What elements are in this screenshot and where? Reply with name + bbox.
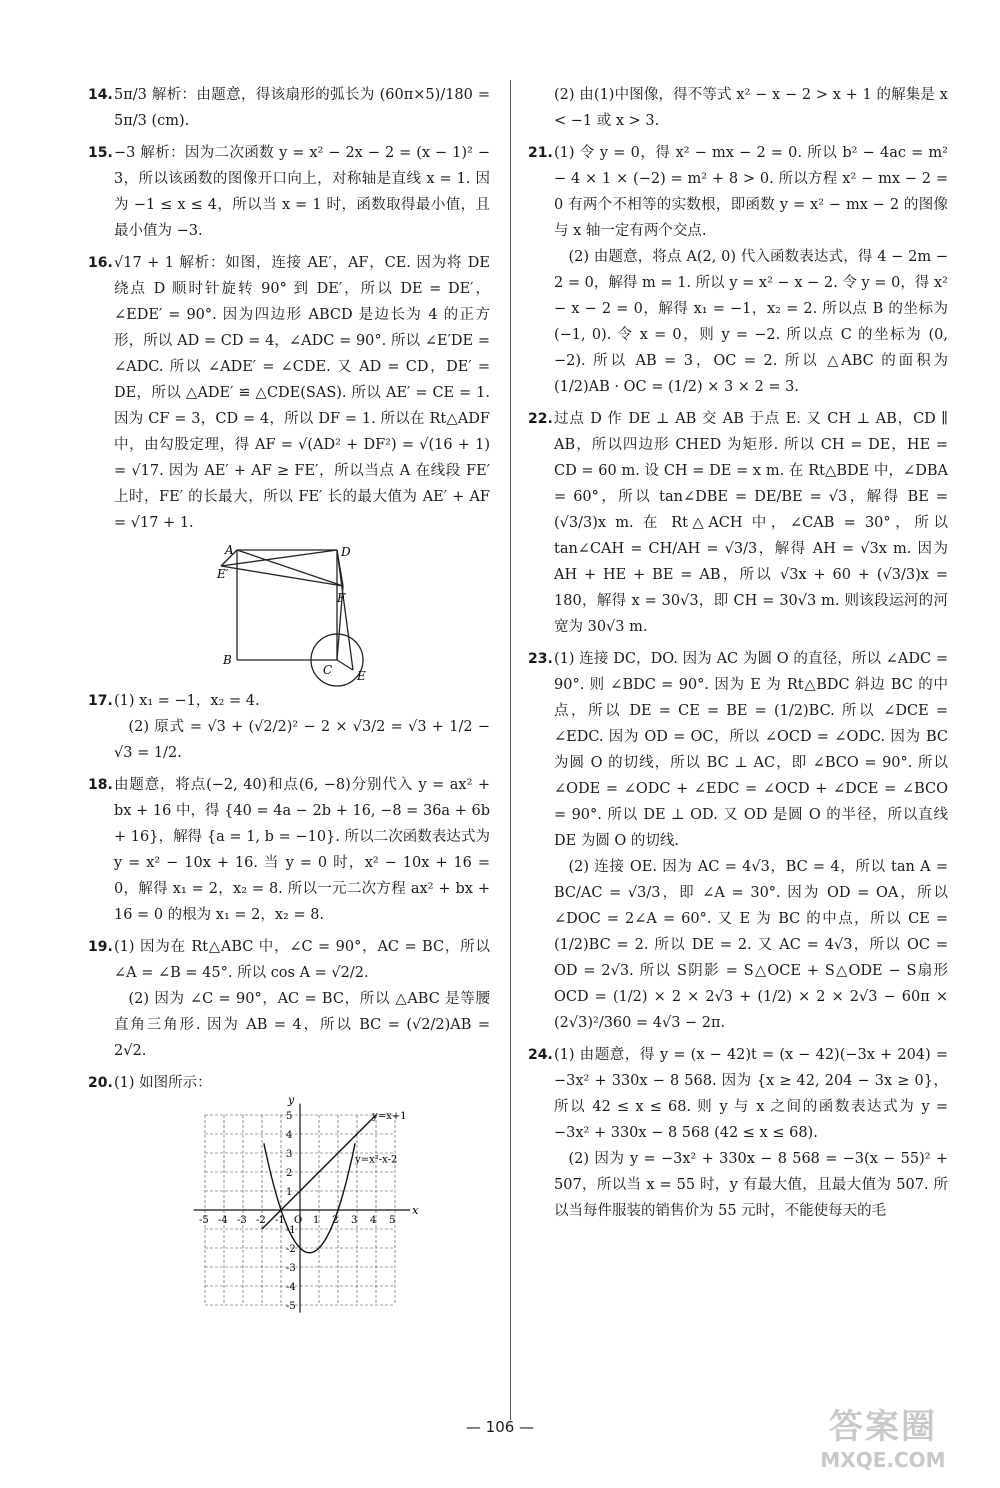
problem-number: 15. xyxy=(88,145,113,161)
x-tick-label: -4 xyxy=(218,1215,228,1226)
line-label: y=x+1 xyxy=(372,1111,407,1122)
segment-e-prime-f xyxy=(221,566,343,586)
x-tick-label: -1 xyxy=(275,1215,285,1226)
label-e: E xyxy=(357,669,366,683)
answer-text: 过点 D 作 DE ⊥ AB 交 AB 于点 E. 又 CH ⊥ AB，CD ∥ AB，所以四边形 CHED 为矩形. 所以 CH = DE，HE = CD = 60 m. 设 CH = DE = x m. 在 Rt△BDE 中，∠DBA = 60°，所以 tan∠DBE = DE/BE = √3，解得 BE = (√3/3)x m. 在 Rt△ACH 中，∠CAB = 30°，所以 tan∠CAH = CH/AH = √3/3，解得 AH = √3x m. 因为 AH + HE + BE = AB，所以 √3x + 60 + (√3/3)x = 180，解得 x = 30√3，即 CH = 30√3 m. 则该段运河的河宽为 30√3 m. xyxy=(554,411,948,635)
square-figure xyxy=(217,542,387,682)
x-tick-label: 2 xyxy=(332,1215,339,1226)
y-tick-label: -2 xyxy=(286,1244,296,1255)
x-tick-label: O xyxy=(294,1215,303,1226)
answer-text: (2) 原式 = √3 + (√2/2)² − 2 × √3/2 = √3 + 1/2 − √3 = 1/2. xyxy=(114,719,490,761)
segment-ce xyxy=(337,660,353,670)
label-f: F xyxy=(337,591,346,605)
y-tick-label: 2 xyxy=(286,1168,293,1179)
problem-item xyxy=(528,140,948,400)
x-axis-label: x xyxy=(412,1204,419,1217)
problem-item xyxy=(88,772,490,928)
y-tick-label: 4 xyxy=(286,1130,293,1141)
x-tick-label: 5 xyxy=(389,1215,396,1226)
answer-text: (1) 因为在 Rt△ABC 中，∠C = 90°，AC = BC，所以 ∠A = ∠B = 45°. 所以 cos A = √2/2. xyxy=(114,939,490,981)
problem-item xyxy=(528,1042,948,1224)
problem-number: 23. xyxy=(528,651,553,667)
problem-item xyxy=(528,406,948,640)
problem-number: 22. xyxy=(528,411,553,427)
x-tick-label: 3 xyxy=(351,1215,358,1226)
watermark xyxy=(788,1399,978,1472)
problem-item xyxy=(88,934,490,1064)
problem-number: 21. xyxy=(528,145,553,161)
function-graph xyxy=(182,1093,422,1322)
answer-text: 5π/3 解析：由题意，得该扇形的弧长为 (60π×5)/180 = 5π/3 (cm). xyxy=(114,87,490,129)
label-a: A xyxy=(225,543,234,557)
problem-number: 18. xyxy=(88,777,113,793)
problem-item xyxy=(88,140,490,244)
problem-item xyxy=(528,82,948,134)
y-tick-label: 1 xyxy=(286,1187,293,1198)
watermark-url: MXQE.COM xyxy=(820,1448,946,1472)
answer-text: (1) 连接 DC，DO. 因为 AC 为圆 O 的直径，所以 ∠ADC = 90°. 则 ∠BDC = 90°. 因为 E 为 Rt△BDC 斜边 BC 的中点，所以 DE = CE = BE = (1/2)BC. 所以 ∠DCE = ∠EDC. 因为 OD = OC，所以 ∠OCD = ∠ODC. 因为 BC 为圆 O 的切线，所以 BC ⊥ AC，即 ∠BCO = 90°. 所以 ∠ODE = ∠ODC + ∠EDC = ∠OCD + ∠DCE = ∠BCO = 90°. 所以 DE ⊥ OD. 又 OD 是圆 O 的半径，所以直线 DE 为圆 O 的切线. xyxy=(554,651,948,849)
answer-text: (2) 由题意，将点 A(2, 0) 代入函数表达式，得 4 − 2m − 2 = 0，解得 m = 1. 所以 y = x² − x − 2. 令 y = 0，得 x² − x − 2 = 0，解得 x₁ = −1，x₂ = 2. 所以点 B 的坐标为 (−1, 0). 令 x = 0，则 y = −2. 所以点 C 的坐标为 (0, −2). 所以 AB = 3，OC = 2. 所以 △ABC 的面积为 (1/2)AB · OC = (1/2) × 3 × 2 = 3. xyxy=(554,249,948,395)
x-tick-label: -2 xyxy=(256,1215,266,1226)
problem-number: 20. xyxy=(88,1075,113,1091)
x-tick-label: -5 xyxy=(199,1215,209,1226)
answer-text: √17 + 1 解析：如图，连接 AE′，AF，CE. 因为将 DE 绕点 D 顺时针旋转 90° 到 DE′，所以 DE = DE′，∠EDE′ = 90°. 因为四边形 ABCD 是边长为 4 的正方形，所以 AD = CD = 4，∠ADC = 90°. 所以 ∠E′DE = ∠ADC. 所以 ∠ADE′ = ∠CDE. 又 AD = CD，DE′ = DE，所以 △ADE′ ≌ △CDE(SAS). 所以 AE′ = CE = 1. 因为 CF = 3，CD = 4，所以 DF = 1. 所以在 Rt△ADF 中，由勾股定理，得 AF = √(AD² + DF²) = √(16 + 1) = √17. 因为 AE′ + AF ≥ FE′，所以当点 A 在线段 FE′ 上时，FE′ 的长最大，所以 FE′ 长的最大值为 AE′ + AF = √17 + 1. xyxy=(114,255,490,531)
label-c: C xyxy=(323,663,333,677)
page-number: — 106 — xyxy=(465,1418,535,1436)
answer-text: (2) 因为 ∠C = 90°，AC = BC，所以 △ABC 是等腰直角三角形. 因为 AB = 4，所以 BC = (√2/2)AB = 2√2. xyxy=(114,991,490,1059)
answer-text: (2) 由(1)中图像，得不等式 x² − x − 2 > x + 1 的解集是 x < −1 或 x > 3. xyxy=(554,87,948,129)
answer-text: −3 解析：因为二次函数 y = x² − 2x − 2 = (x − 1)² − 3，所以该函数的图像开口向上，对称轴是直线 x = 1. 因为 −1 ≤ x ≤ 4，所以当 x = 1 时，函数取得最小值，且最小值为 −3. xyxy=(114,145,490,239)
answer-text: (1) 如图所示： xyxy=(114,1075,212,1091)
x-tick-label: -3 xyxy=(237,1215,247,1226)
problem-item xyxy=(88,82,490,134)
watermark-logo: 答案圈 xyxy=(829,1407,937,1447)
x-tick-label: 4 xyxy=(370,1215,377,1226)
answer-text: (1) 由题意，得 y = (x − 42)t = (x − 42)(−3x + 204) = −3x² + 330x − 8 568. 因为 {x ≥ 42, 204 − 3x ≥ 0}，所以 42 ≤ x ≤ 68. 则 y 与 x 之间的函数表达式为 y = −3x² + 330x − 8 568 (42 ≤ x ≤ 68). xyxy=(554,1047,948,1141)
parabola-label: y=x²-x-2 xyxy=(355,1154,398,1166)
y-tick-label: 5 xyxy=(286,1111,293,1122)
left-column xyxy=(88,82,490,1328)
problem-number: 17. xyxy=(88,693,113,709)
answer-text: (2) 连接 OE. 因为 AC = 4√3，BC = 4，所以 tan A = BC/AC = √3/3，即 ∠A = 30°. 因为 OD = OA，所以 ∠DOC = 2∠A = 60°. 又 E 为 BC 的中点，所以 CE = (1/2)BC = 2. 所以 DE = 2. 又 AC = 4√3，所以 OC = OD = 2√3. 所以 S阴影 = S△OCE + S△ODE − S扇形OCD = (1/2) × 2 × 2√3 + (1/2) × 2 × 2√3 − 60π × (2√3)²/360 = 4√3 − 2π. xyxy=(554,859,948,1031)
y-axis-label: y xyxy=(288,1093,295,1107)
x-tick-label: 1 xyxy=(313,1215,320,1226)
problem-number: 24. xyxy=(528,1047,553,1063)
problem-number: 16. xyxy=(88,255,113,271)
page-number-value: 106 xyxy=(485,1418,515,1436)
answer-text: 由题意，将点(−2, 40)和点(6, −8)分别代入 y = ax² + bx + 16 中，得 {40 = 4a − 2b + 16, −8 = 36a + 6b + 16}，解得 {a = 1, b = −10}. 所以二次函数表达式为 y = x² − 10x + 16. 当 y = 0 时，x² − 10x + 16 = 0，解得 x₁ = 2，x₂ = 8. 所以一元二次方程 ax² + bx + 16 = 0 的根为 x₁ = 2，x₂ = 8. xyxy=(114,777,490,923)
answer-text: (2) 因为 y = −3x² + 330x − 8 568 = −3(x − 55)² + 507，所以当 x = 55 时，y 有最大值，且最大值为 507. 所以当每件服装的销售价为 55 元时，不能使每天的毛 xyxy=(554,1151,948,1219)
label-d: D xyxy=(341,545,351,559)
problem-item xyxy=(88,250,490,682)
problem-item xyxy=(88,1070,490,1322)
y-tick-label: -4 xyxy=(286,1282,296,1293)
label-b: B xyxy=(223,653,232,667)
problem-item xyxy=(88,688,490,766)
problem-number: 14. xyxy=(88,87,113,103)
segment-af xyxy=(237,550,343,586)
y-tick-label: -1 xyxy=(286,1225,296,1236)
problem-number: 19. xyxy=(88,939,113,955)
parabola-curve xyxy=(264,1143,358,1253)
label-e-prime: E′ xyxy=(217,567,229,581)
right-column xyxy=(528,82,948,1230)
segment-de xyxy=(337,550,353,670)
y-tick-label: 3 xyxy=(286,1149,293,1160)
answer-text: (1) 令 y = 0，得 x² − mx − 2 = 0. 所以 b² − 4ac = m² − 4 × 1 × (−2) = m² + 8 > 0. 所以方程 x² − mx − 2 = 0 有两个不相等的实数根，即函数 y = x² − mx − 2 的图像与 x 轴一定有两个交点. xyxy=(554,145,948,239)
y-tick-label: -5 xyxy=(286,1301,296,1312)
answer-text: (1) x₁ = −1，x₂ = 4. xyxy=(114,693,260,709)
problem-item xyxy=(528,646,948,1036)
y-tick-label: -3 xyxy=(286,1263,296,1274)
column-divider xyxy=(510,80,511,1420)
